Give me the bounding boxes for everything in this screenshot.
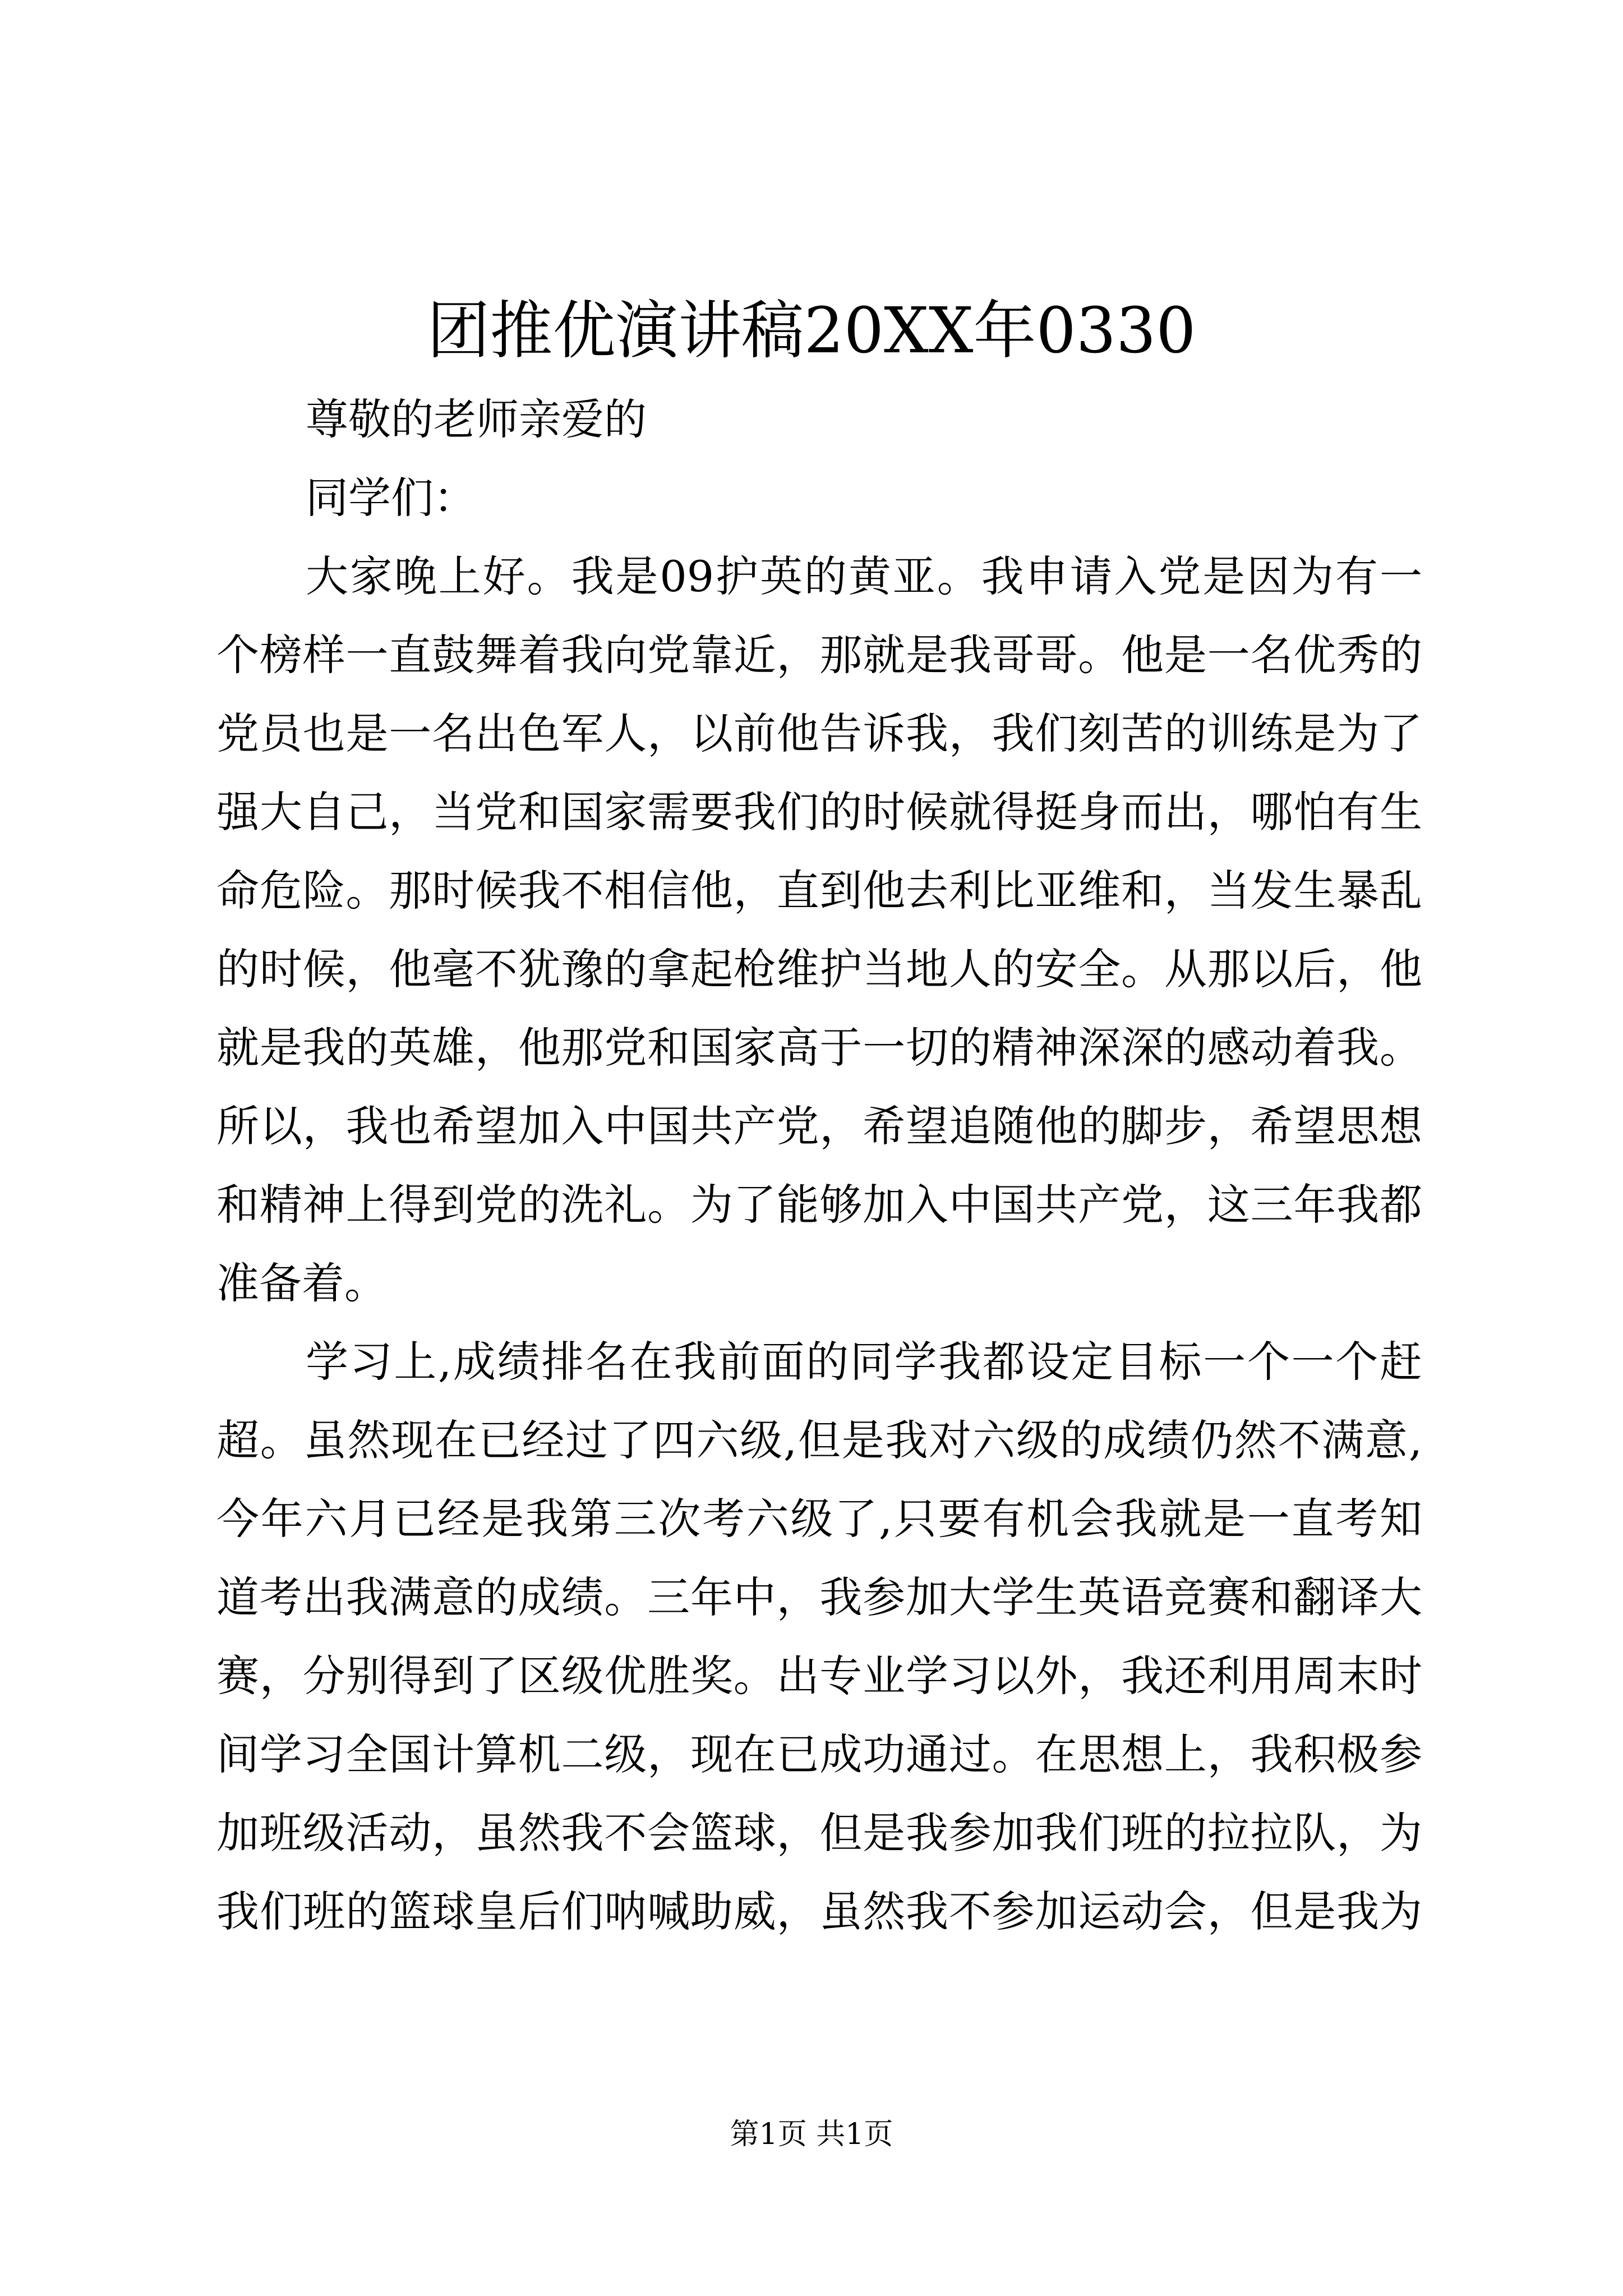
body-line-16: 道考出我满意的成绩。三年中，我参加大学生英语竞赛和翻译大: [216, 1572, 1422, 1622]
body-line-7: 命危险。那时候我不相信他，直到他去利比亚维和，当发生暴乱: [216, 866, 1422, 915]
body-line-2: 同学们：: [306, 473, 476, 523]
body-line-11: 和精神上得到党的洗礼。为了能够加入中国共产党，这三年我都: [216, 1180, 1422, 1230]
body-line-15: 今年六月已经是我第三次考六级了,只要有机会我就是一直考知: [216, 1494, 1422, 1544]
body-line-12: 准备着。: [216, 1258, 387, 1308]
body-line-5: 党员也是一名出色军人，以前他告诉我，我们刻苦的训练是为了: [216, 708, 1422, 758]
body-line-13: 学习上,成绩排名在我前面的同学我都设定目标一个一个赶: [306, 1337, 1422, 1387]
document-title: 团推优演讲稿20XX年0330: [427, 295, 1196, 367]
body-line-8: 的时候，他毫不犹豫的拿起枪维护当地人的安全。从那以后，他: [216, 944, 1422, 994]
body-line-18: 间学习全国计算机二级，现在已成功通过。在思想上，我积极参: [216, 1729, 1422, 1779]
body-line-17: 赛，分别得到了区级优胜奖。出专业学习以外，我还利用周末时: [216, 1651, 1422, 1701]
page-footer: 第1页 共1页: [730, 2118, 893, 2151]
body-line-4: 个榜样一直鼓舞着我向党靠近，那就是我哥哥。他是一名优秀的: [216, 630, 1422, 680]
body-line-14: 超。虽然现在已经过了四六级,但是我对六级的成绩仍然不满意,: [216, 1415, 1422, 1465]
body-line-6: 强大自己，当党和国家需要我们的时候就得挺身而出，哪怕有生: [216, 787, 1422, 837]
body-line-19: 加班级活动，虽然我不会篮球，但是我参加我们班的拉拉队，为: [216, 1808, 1422, 1858]
body-line-3: 大家晚上好。我是09护英的黄亚。我申请入党是因为有一: [306, 551, 1422, 601]
body-line-9: 就是我的英雄，他那党和国家高于一切的精神深深的感动着我。: [216, 1023, 1422, 1073]
body-line-10: 所以，我也希望加入中国共产党，希望追随他的脚步，希望思想: [216, 1101, 1422, 1151]
body-line-1: 尊敬的老师亲爱的: [306, 394, 647, 444]
body-line-20: 我们班的篮球皇后们呐喊助威，虽然我不参加运动会，但是我为: [216, 1887, 1422, 1936]
